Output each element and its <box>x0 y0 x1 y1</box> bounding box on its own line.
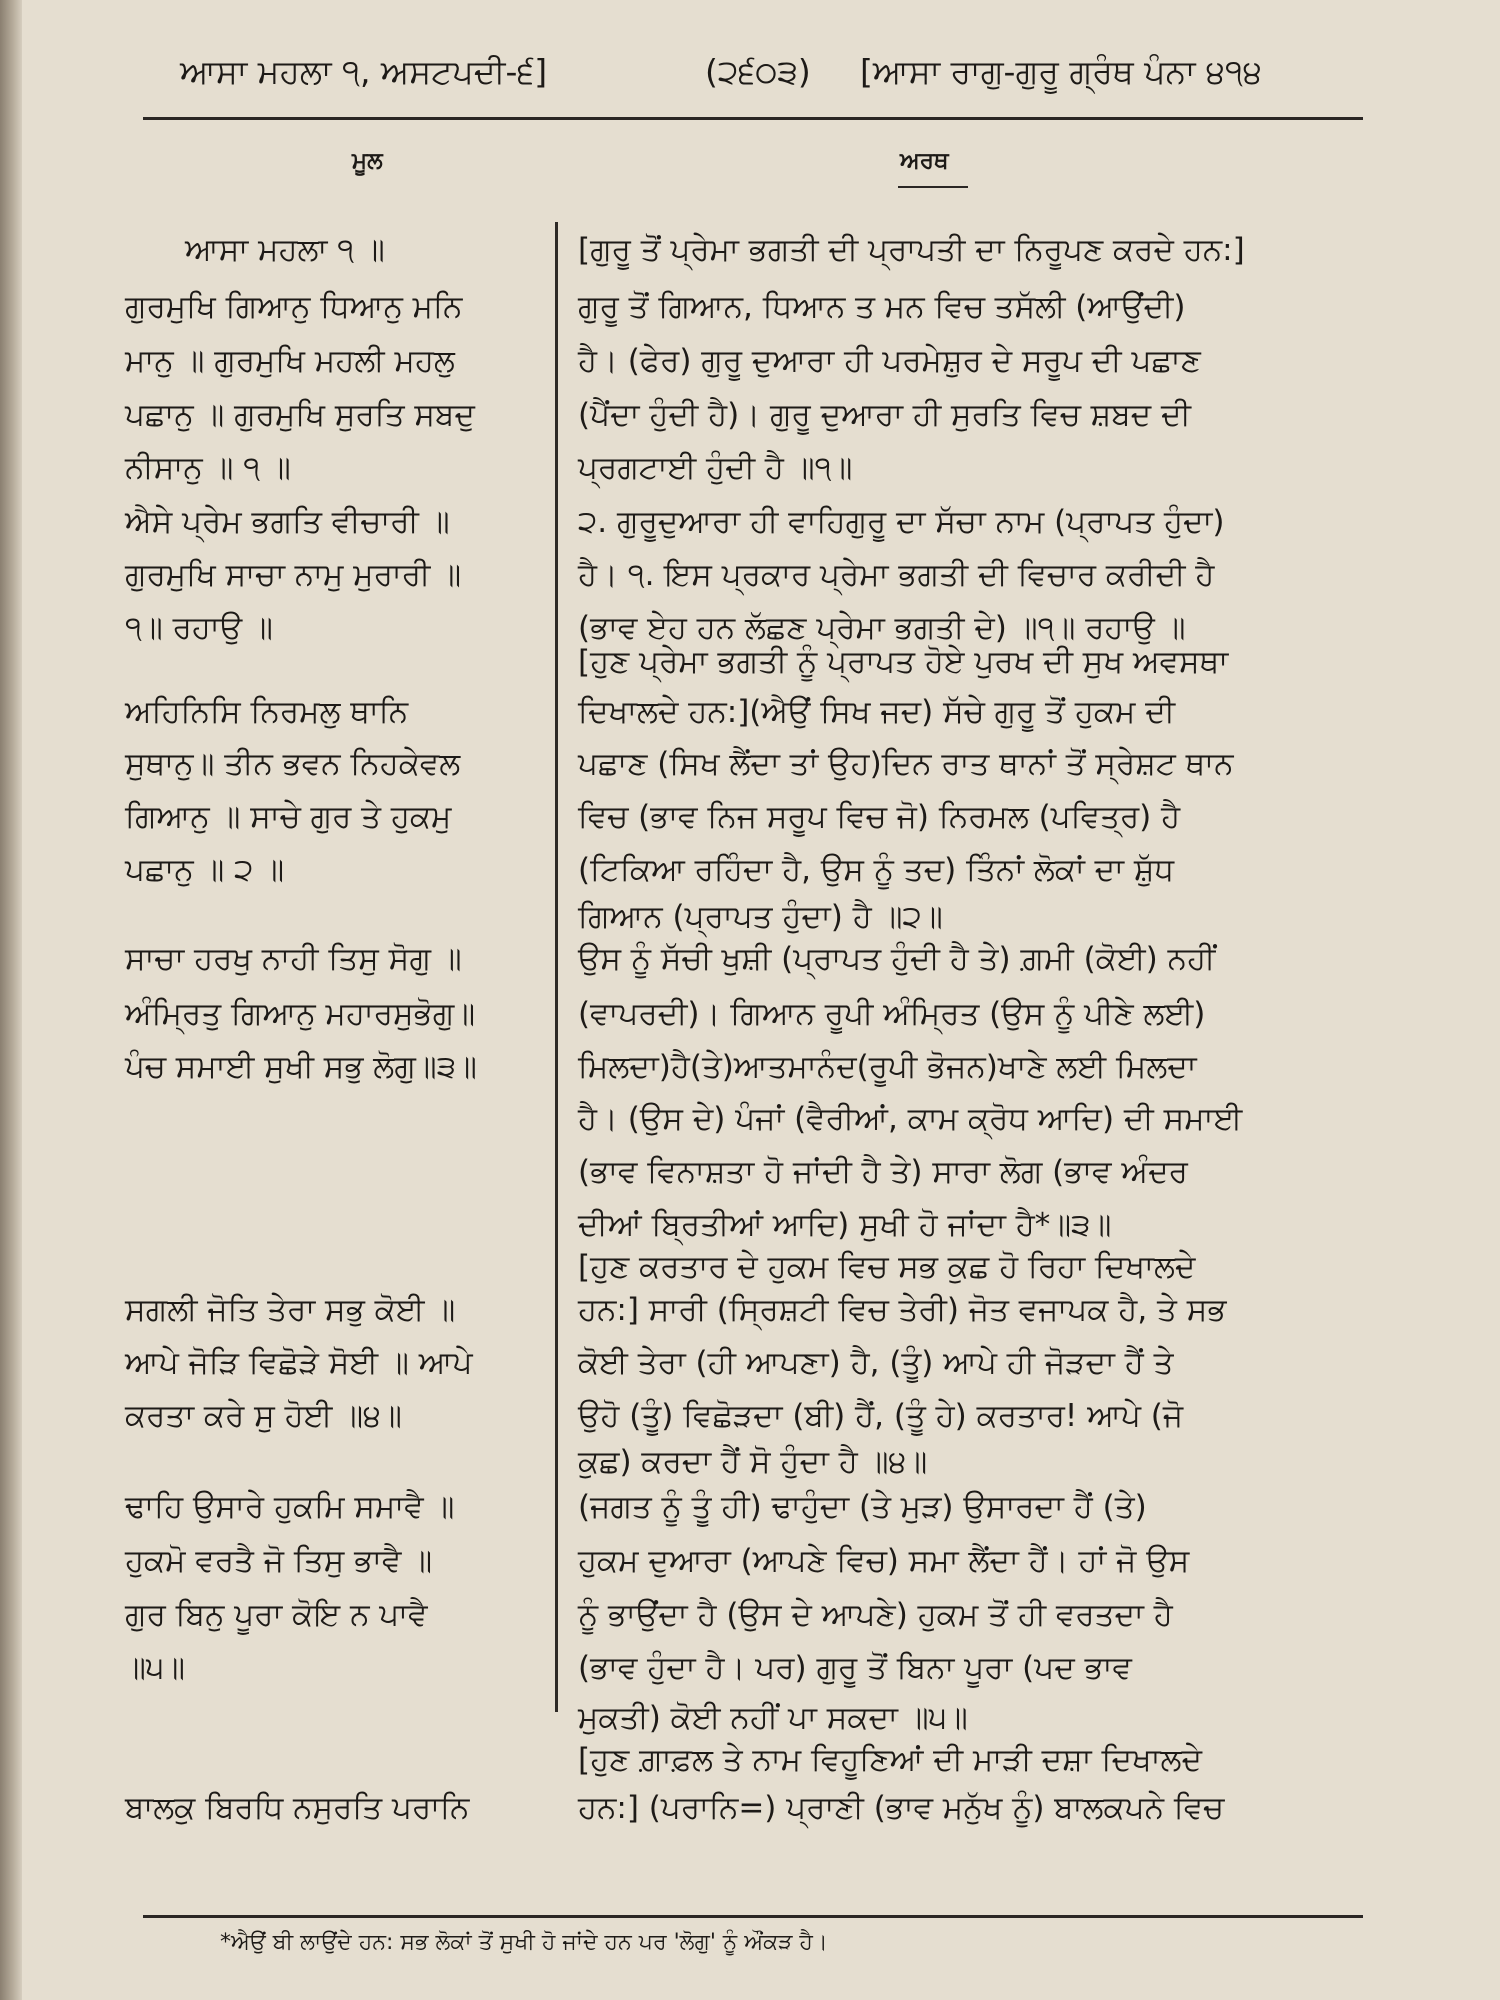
arth-line: ਹੈ। ੧. ਇਸ ਪ੍ਰਕਾਰ ਪ੍ਰੇਮਾ ਭਗਤੀ ਦੀ ਵਿਚਾਰ ਕਰੀਦੀ ਹੈ <box>578 557 1215 593</box>
header-left: ਆਸਾ ਮਹਲਾ ੧, ਅਸਟਪਦੀ-੬] <box>180 52 548 91</box>
page-number: (੨੬੦੩) <box>705 52 811 91</box>
mool-line: ਹੁਕਮੋ ਵਰਤੈ ਜੋ ਤਿਸੁ ਭਾਵੈ ॥ <box>125 1543 433 1579</box>
arth-line: ਹੈ। (ਉਸ ਦੇ) ਪੰਜਾਂ (ਵੈਰੀਆਂ, ਕਾਮ ਕ੍ਰੋਧ ਆਦਿ) ਦੀ ਸਮਾਈ <box>578 1101 1243 1137</box>
arth-line: ਉਸ ਨੂੰ ਸੱਚੀ ਖੁਸ਼ੀ (ਪ੍ਰਾਪਤ ਹੁੰਦੀ ਹੈ ਤੇ) ਗ਼ਮੀ (ਕੋਈ) ਨਹੀਂ <box>578 941 1216 977</box>
mool-line: ਅਹਿਨਿਸਿ ਨਿਰਮਲੁ ਥਾਨਿ <box>125 694 409 730</box>
arth-line: (ਭਾਵ ਏਹ ਹਨ ਲੱਛਣ ਪ੍ਰੇਮਾ ਭਗਤੀ ਦੇ) ॥੧॥ ਰਹਾਉ ॥ <box>578 610 1186 646</box>
mool-heading: ਮੂਲ <box>352 148 383 174</box>
page-edge <box>0 0 22 2000</box>
mool-line: ਗਿਆਨੁ ॥ ਸਾਚੇ ਗੁਰ ਤੇ ਹੁਕਮੁ <box>125 799 452 835</box>
arth-line: (ਟਿਕਿਆ ਰਹਿੰਦਾ ਹੈ, ਉਸ ਨੂੰ ਤਦ) ਤਿੰਨਾਂ ਲੋਕਾਂ ਦਾ ਸ਼ੁੱਧ <box>578 852 1175 888</box>
arth-line: ਦਿਖਾਲਦੇ ਹਨ:](ਐਉਂ ਸਿਖ ਜਦ) ਸੱਚੇ ਗੁਰੂ ਤੋਂ ਹੁਕਮ ਦੀ <box>578 694 1176 730</box>
arth-line: ਕੁਛ) ਕਰਦਾ ਹੈਂ ਸੋ ਹੁੰਦਾ ਹੈ ॥੪॥ <box>578 1444 928 1480</box>
arth-line: ਗਿਆਨ (ਪ੍ਰਾਪਤ ਹੁੰਦਾ) ਹੈ ॥੨॥ <box>578 899 943 935</box>
mool-line: ਸੁਥਾਨੁ॥ ਤੀਨ ਭਵਨ ਨਿਹਕੇਵਲ <box>125 746 461 782</box>
arth-line: ਦੀਆਂ ਬ੍ਰਿਤੀਆਂ ਆਦਿ) ਸੁਖੀ ਹੋ ਜਾਂਦਾ ਹੈ*॥੩॥ <box>578 1207 1112 1243</box>
mool-line: ਅੰਮ੍ਰਿਤੁ ਗਿਆਨੁ ਮਹਾਰਸੁਭੋਗੁ॥ <box>125 996 476 1032</box>
mool-line: ਪਛਾਨੁ ॥ ੨ ॥ <box>125 852 285 888</box>
header-right: [ਆਸਾ ਰਾਗੁ-ਗੁਰੂ ਗ੍ਰੰਥ ਪੰਨਾ ੪੧੪ <box>860 52 1262 91</box>
mool-line: ਆਸਾ ਮਹਲਾ ੧ ॥ <box>185 232 385 268</box>
mool-line: ਮਾਨੁ ॥ ਗੁਰਮੁਖਿ ਮਹਲੀ ਮਹਲੁ <box>125 343 455 379</box>
mool-line: ਪਛਾਨੁ ॥ ਗੁਰਮੁਖਿ ਸੁਰਤਿ ਸਬਦੁ <box>125 397 475 433</box>
arth-line: ਹੁਕਮ ਦੁਆਰਾ (ਆਪਣੇ ਵਿਚ) ਸਮਾ ਲੈਂਦਾ ਹੈਂ। ਹਾਂ ਜੋ ਉਸ <box>578 1543 1190 1579</box>
mool-line: ਗੁਰਮੁਖਿ ਸਾਚਾ ਨਾਮੁ ਮੁਰਾਰੀ ॥ <box>125 557 462 593</box>
arth-heading: ਅਰਥ <box>900 148 949 174</box>
arth-line: ਮੁਕਤੀ) ਕੋਈ ਨਹੀਂ ਪਾ ਸਕਦਾ ॥੫॥ <box>578 1700 968 1736</box>
mool-line: ਸਗਲੀ ਜੋਤਿ ਤੇਰਾ ਸਭੁ ਕੋਈ ॥ <box>125 1292 456 1328</box>
mool-line: ਢਾਹਿ ਉਸਾਰੇ ਹੁਕਮਿ ਸਮਾਵੈ ॥ <box>125 1489 455 1525</box>
arth-line: [ਹੁਣ ਪ੍ਰੇਮਾ ਭਗਤੀ ਨੂੰ ਪ੍ਰਾਪਤ ਹੋਏ ਪੁਰਖ ਦੀ ਸੁਖ ਅਵਸਥਾ <box>578 644 1229 680</box>
arth-line: ਮਿਲਦਾ)ਹੈ(ਤੇ)ਆਤਮਾਨੰਦ(ਰੂਪੀ ਭੋਜਨ)ਖਾਣੇ ਲਈ ਮਿਲਦਾ <box>578 1049 1197 1085</box>
arth-line: (ਜਗਤ ਨੂੰ ਤੂੰ ਹੀ) ਢਾਹੁੰਦਾ (ਤੇ ਮੁੜ) ਉਸਾਰਦਾ ਹੈਂ (ਤੇ) <box>578 1489 1147 1525</box>
arth-line: [ਹੁਣ ਕਰਤਾਰ ਦੇ ਹੁਕਮ ਵਿਚ ਸਭ ਕੁਛ ਹੋ ਰਿਹਾ ਦਿਖਾਲਦੇ <box>578 1249 1196 1285</box>
arth-line: ਉਹੋ (ਤੂੰ) ਵਿਛੋੜਦਾ (ਬੀ) ਹੈਂ, (ਤੂੰ ਹੇ) ਕਰਤਾਰ! ਆਪੇ (ਜੋ <box>578 1398 1184 1434</box>
arth-line: ਹਨ:] (ਪਰਾਨਿ=) ਪ੍ਰਾਣੀ (ਭਾਵ ਮਨੁੱਖ ਨੂੰ) ਬਾਲਕਪਨੇ ਵਿਚ <box>578 1790 1225 1826</box>
page-header <box>140 52 1360 112</box>
arth-line: ਕੋਈ ਤੇਰਾ (ਹੀ ਆਪਣਾ) ਹੈ, (ਤੂੰ) ਆਪੇ ਹੀ ਜੋੜਦਾ ਹੈਂ ਤੇ <box>578 1345 1174 1381</box>
arth-line: ੨. ਗੁਰੂਦੁਆਰਾ ਹੀ ਵਾਹਿਗੁਰੂ ਦਾ ਸੱਚਾ ਨਾਮ (ਪ੍ਰਾਪਤ ਹੁੰਦਾ) <box>578 504 1225 540</box>
mool-line: ਗੁਰ ਬਿਨੁ ਪੂਰਾ ਕੋਇ ਨ ਪਾਵੈ <box>125 1597 428 1633</box>
mool-line: ੧॥ ਰਹਾਉ ॥ <box>125 610 273 646</box>
mool-line: ॥੫॥ <box>125 1650 186 1686</box>
footnote: *ਐਉਂ ਬੀ ਲਾਉਂਦੇ ਹਨ: ਸਭ ਲੋਕਾਂ ਤੋਂ ਸੁਖੀ ਹੋ ਜਾਂਦੇ ਹਨ ਪਰ 'ਲੋਗੁ' ਨੂੰ ਔਂਕੜ ਹੈ। <box>220 1930 828 1955</box>
arth-line: (ਭਾਵ ਵਿਨਾਸ਼ਤਾ ਹੋ ਜਾਂਦੀ ਹੈ ਤੇ) ਸਾਰਾ ਲੋਗ (ਭਾਵ ਅੰਦਰ <box>578 1154 1188 1190</box>
mool-line: ਐਸੇ ਪ੍ਰੇਮ ਭਗਤਿ ਵੀਚਾਰੀ ॥ <box>125 504 450 540</box>
mool-line: ਪੰਚ ਸਮਾਈ ਸੁਖੀ ਸਭੁ ਲੋਗੁ॥੩॥ <box>125 1049 477 1085</box>
mool-line: ਨੀਸਾਨੁ ॥ ੧ ॥ <box>125 450 291 486</box>
arth-line: ਪਛਾਣ (ਸਿਖ ਲੈਂਦਾ ਤਾਂ ਉਹ)ਦਿਨ ਰਾਤ ਥਾਨਾਂ ਤੋਂ ਸ੍ਰੇਸ਼ਟ ਥਾਨ <box>578 746 1234 782</box>
footnote-rule <box>143 1915 1363 1918</box>
header-rule <box>143 117 1363 120</box>
arth-line: (ਭਾਵ ਹੁੰਦਾ ਹੈ। ਪਰ) ਗੁਰੂ ਤੋਂ ਬਿਨਾ ਪੂਰਾ (ਪਦ ਭਾਵ <box>578 1650 1132 1686</box>
mool-line: ਆਪੇ ਜੋੜਿ ਵਿਛੋੜੇ ਸੋਈ ॥ ਆਪੇ <box>125 1345 473 1381</box>
mool-line: ਕਰਤਾ ਕਰੇ ਸੁ ਹੋਈ ॥੪॥ <box>125 1398 402 1434</box>
arth-line: ਗੁਰੂ ਤੋਂ ਗਿਆਨ, ਧਿਆਨ ਤ ਮਨ ਵਿਚ ਤਸੱਲੀ (ਆਉਂਦੀ) <box>578 289 1186 325</box>
arth-underline <box>898 186 968 188</box>
column-divider <box>555 222 558 1712</box>
mool-line: ਸਾਚਾ ਹਰਖੁ ਨਾਹੀ ਤਿਸੁ ਸੋਗੁ ॥ <box>125 941 462 977</box>
mool-line: ਗੁਰਮੁਖਿ ਗਿਆਨੁ ਧਿਆਨੁ ਮਨਿ <box>125 289 463 325</box>
arth-line: ਵਿਚ (ਭਾਵ ਨਿਜ ਸਰੂਪ ਵਿਚ ਜੋ) ਨਿਰਮਲ (ਪਵਿਤ੍ਰ) ਹੈ <box>578 799 1181 835</box>
arth-line: (ਵਾਪਰਦੀ)। ਗਿਆਨ ਰੂਪੀ ਅੰਮ੍ਰਿਤ (ਉਸ ਨੂੰ ਪੀਣੇ ਲਈ) <box>578 996 1206 1032</box>
mool-line: ਬਾਲਕੁ ਬਿਰਧਿ ਨਸੁਰਤਿ ਪਰਾਨਿ <box>125 1790 470 1826</box>
arth-line: ਪ੍ਰਗਟਾਈ ਹੁੰਦੀ ਹੈ ॥੧॥ <box>578 450 853 486</box>
arth-line: [ਗੁਰੂ ਤੋਂ ਪ੍ਰੇਮਾ ਭਗਤੀ ਦੀ ਪ੍ਰਾਪਤੀ ਦਾ ਨਿਰੂਪਣ ਕਰਦੇ ਹਨ:] <box>578 232 1245 268</box>
arth-line: ਹੈ। (ਫੇਰ) ਗੁਰੂ ਦੁਆਰਾ ਹੀ ਪਰਮੇਸ਼ੁਰ ਦੇ ਸਰੂਪ ਦੀ ਪਛਾਣ <box>578 343 1201 379</box>
arth-line: ਹਨ:] ਸਾਰੀ (ਸ੍ਰਿਸ਼ਟੀ ਵਿਚ ਤੇਰੀ) ਜੋਤ ਵਜਾਪਕ ਹੈ, ਤੇ ਸਭ <box>578 1292 1227 1328</box>
arth-line: [ਹੁਣ ਗ਼ਾਫ਼ਲ ਤੇ ਨਾਮ ਵਿਹੂਣਿਆਂ ਦੀ ਮਾੜੀ ਦਸ਼ਾ ਦਿਖਾਲਦੇ <box>578 1742 1203 1778</box>
arth-line: ਨੂੰ ਭਾਉਂਦਾ ਹੈ (ਉਸ ਦੇ ਆਪਣੇ) ਹੁਕਮ ਤੋਂ ਹੀ ਵਰਤਦਾ ਹੈ <box>578 1597 1173 1633</box>
arth-line: (ਪੈਂਦਾ ਹੁੰਦੀ ਹੈ)। ਗੁਰੂ ਦੁਆਰਾ ਹੀ ਸੁਰਤਿ ਵਿਚ ਸ਼ਬਦ ਦੀ <box>578 397 1191 433</box>
